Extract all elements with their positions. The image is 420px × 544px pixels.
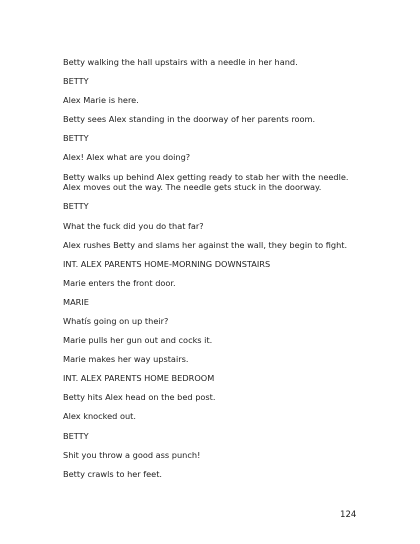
action-line: Alex knocked out. bbox=[63, 411, 136, 422]
scene-heading: INT. ALEX PARENTS HOME BEDROOM bbox=[63, 373, 215, 384]
character-name: BETTY bbox=[63, 133, 89, 144]
action-line: Betty crawls to her feet. bbox=[63, 468, 163, 479]
dialogue-line: Whatís going on up their? bbox=[63, 316, 169, 327]
dialogue-line: Alex! Alex what are you doing? bbox=[63, 152, 191, 163]
action-line: Betty walking the hall upstairs with a needle in her hand. bbox=[63, 57, 298, 67]
character-name: BETTY bbox=[63, 430, 89, 441]
character-name: MARIE bbox=[63, 296, 89, 307]
character-name: BETTY bbox=[63, 201, 89, 212]
character-name: BETTY bbox=[63, 76, 89, 87]
action-line: Betty walks up behind Alex getting ready to stab her with the needle. Alex moves out the way. The needle gets stuck in the doorway. bbox=[63, 171, 352, 193]
action-line: Marie makes her way upstairs. bbox=[63, 354, 189, 365]
scene-heading: INT. ALEX PARENTS HOME-MORNING DOWNSTAIRS bbox=[63, 258, 271, 269]
action-line: Betty sees Alex standing in the doorway of her parents room. bbox=[63, 114, 316, 125]
script-body bbox=[63, 57, 363, 488]
dialogue-line: What the fuck did you do that far? bbox=[63, 220, 204, 231]
dialogue-line: Shit you throw a good ass punch! bbox=[63, 449, 201, 460]
action-line: Marie enters the front door. bbox=[63, 277, 176, 288]
action-line: Betty hits Alex head on the bed post. bbox=[63, 392, 216, 403]
page-number: 124 bbox=[340, 510, 357, 520]
action-line: Alex rushes Betty and slams her against the wall, they begin to fight. bbox=[63, 239, 348, 250]
dialogue-line: Alex Marie is here. bbox=[63, 95, 139, 106]
action-line: Marie pulls her gun out and cocks it. bbox=[63, 335, 213, 346]
